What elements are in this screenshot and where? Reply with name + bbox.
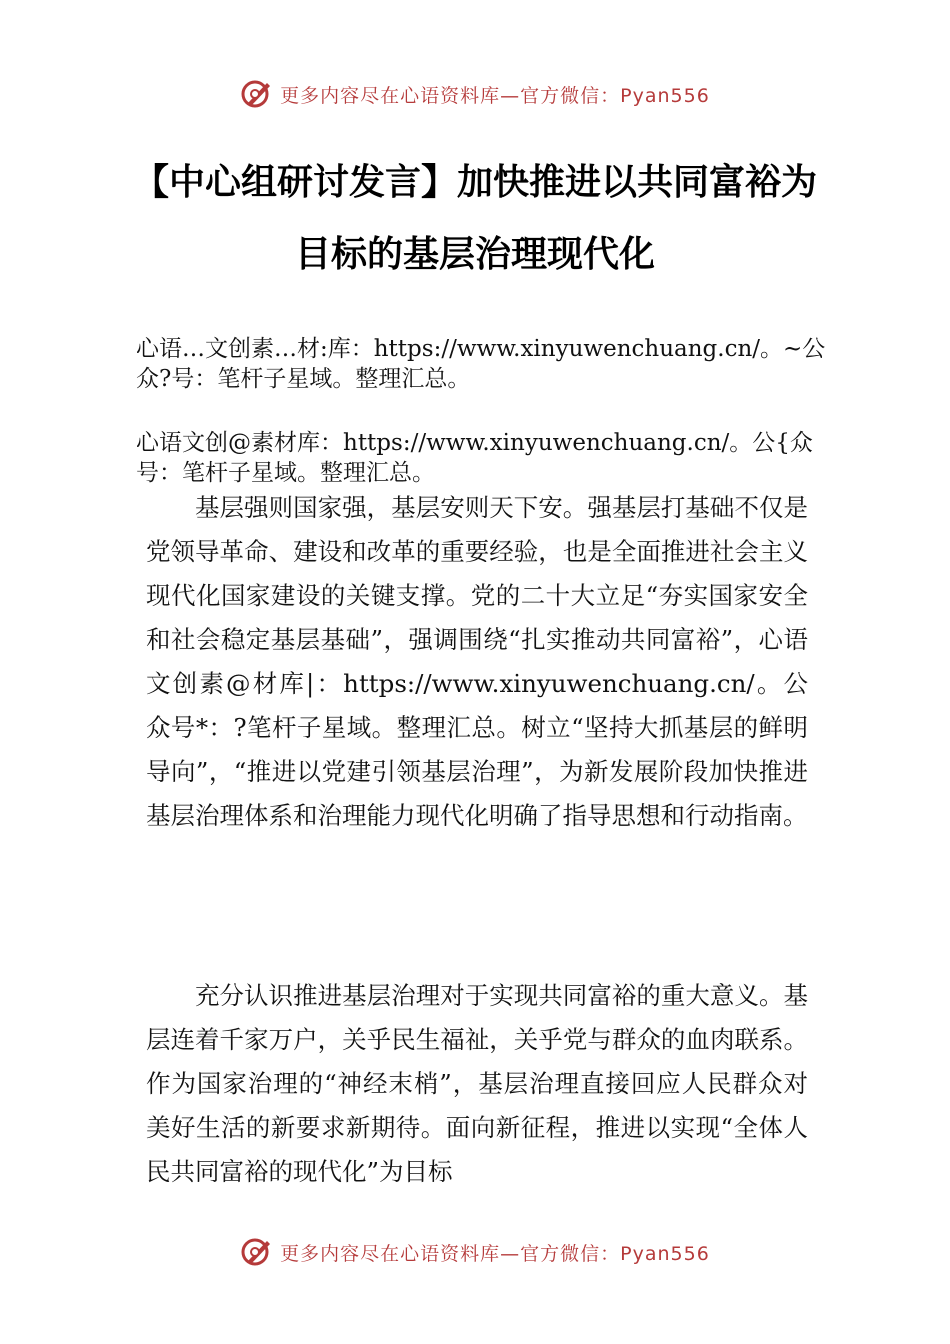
footer-banner xyxy=(0,1230,950,1274)
header-banner xyxy=(0,72,950,116)
pen-logo-icon xyxy=(240,77,274,111)
pen-logo-icon xyxy=(240,1235,274,1269)
body-paragraph-2: 充分认识推进基层治理对于实现共同富裕的重大意义。基层连着千家万户，关乎民生福祉，关乎党与群众的血肉联系。作为国家治理的“神经末梢”，基层治理直接回应人民群众对美好生活的新要求新期待。面向新征程，推进以实现“全体人民共同富裕的现代化”为目标 xyxy=(146,981,808,1186)
body-paragraph-1: 基层强则国家强，基层安则天下安。强基层打基础不仅是党领导革命、建设和改革的重要经验，也是全面推进社会主义现代化国家建设的关键支撑。党的二十大立足“夯实国家安全和社会稳定基层基础”，强调围绕“扎实推动共同富裕”，心语文创素@材库|：https://www.xinyuwenchuang.cn/。公众号*：?笔杆子星域。整理汇总。树立“坚持大抓基层的鲜明导向”，“推进以党建引领基层治理”，为新发展阶段加快推进基层治理体系和治理能力现代化明确了指导思想和行动指南。 xyxy=(146,493,808,830)
header-banner-text: 更多内容尽在心语资料库—官方微信：Pyan556 xyxy=(280,84,710,107)
document-title-line-1: 【中心组研讨发言】加快推进以共同富裕为 xyxy=(132,162,817,203)
document-title-line-2: 目标的基层治理现代化 xyxy=(294,234,655,275)
footer-banner-text: 更多内容尽在心语资料库—官方微信：Pyan556 xyxy=(280,1242,710,1265)
source-note-1: 心语…文创素…材:库：https://www.xinyuwenchuang.cn/。~公众?号：笔杆子星域。整理汇总。 xyxy=(136,336,826,392)
source-note-2: 心语文创@素材库：https://www.xinyuwenchuang.cn/。公{众号：笔杆子星域。整理汇总。 xyxy=(136,430,813,486)
